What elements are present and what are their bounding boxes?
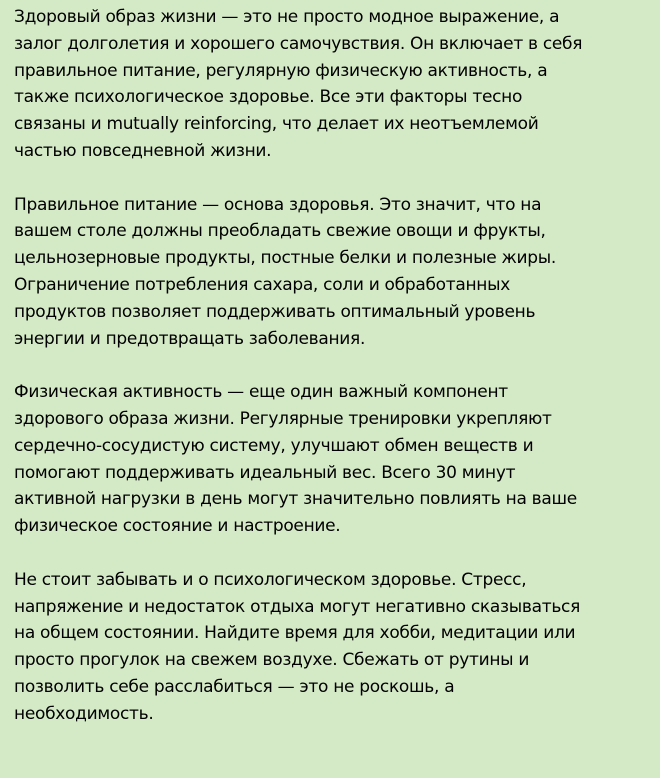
message-paragraph-nutrition: Правильное питание — основа здоровья. Это значит, что на вашем столе должны преобладать свежие овощи и фрукты, цельнозерновые продукты, постные белки и полезные жиры. Ограничение потребления сахара, соли и обработанных продуктов позволяет поддерживать оптимальный уровень энергии и предотвращать заболевания. (14, 194, 556, 349)
message-paragraph-intro: Здоровый образ жизни — это не просто модное выражение, а залог долголетия и хорошего самочувствия. Он включает в себя правильное питание, регулярную физическую активность, а также психологическое здоровье. Все эти факторы тесно связаны и mutually reinforcing, что делает их неотъемлемой частью повседневной жизни. (14, 7, 583, 161)
message-paragraph-activity: Физическая активность — еще один важный компонент здорового образа жизни. Регулярные тренировки укрепляют сердечно-сосудистую систему, улучшают обмен веществ и помогают поддерживать идеальный вес. Всего 30 минут активной нагрузки в день могут значительно повлиять на ваше физическое состояние и настроение. (14, 382, 577, 537)
message-paragraph-mental-health: Не стоит забывать и о психологическом здоровье. Стресс, напряжение и недостаток отдыха могут негативно сказываться на общем состоянии. Найдите время для хобби, медитации или просто прогулок на свежем воздухе. Сбежать от рутины и позволить себе расслабиться — это не роскошь, а необходимость. (14, 569, 581, 724)
